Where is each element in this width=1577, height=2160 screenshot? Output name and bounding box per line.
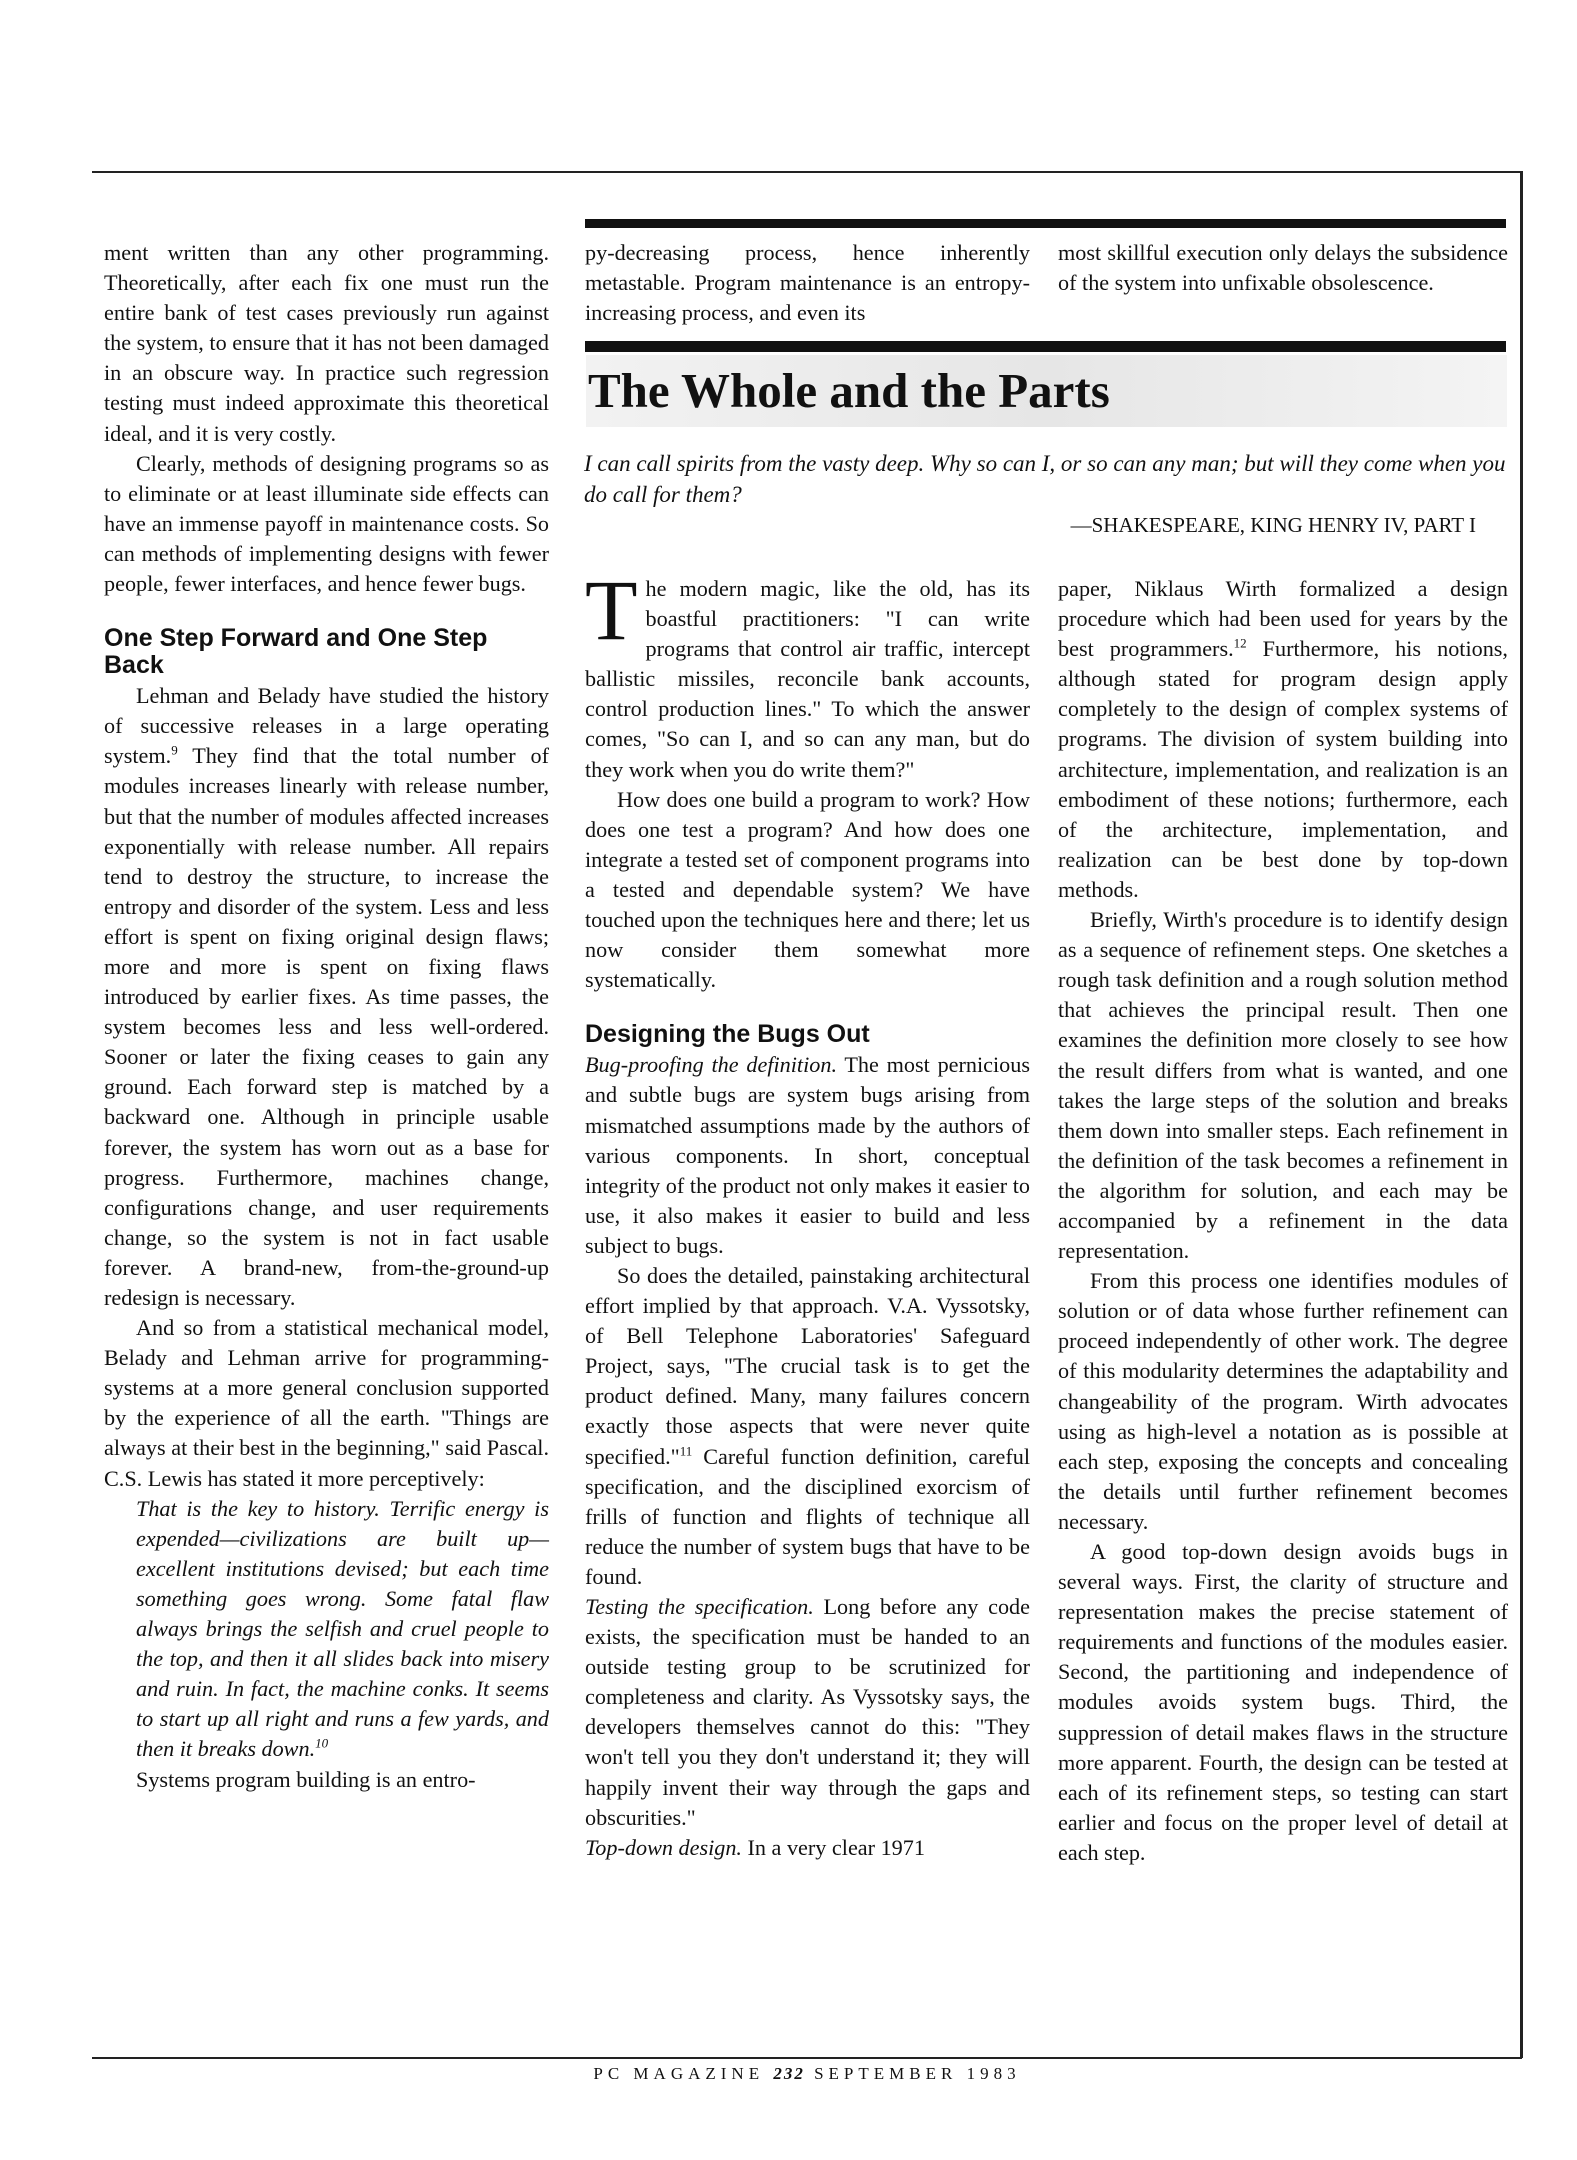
footnote-ref: 11 bbox=[679, 1443, 693, 1459]
bottom-border-rule bbox=[92, 2057, 1522, 2059]
paragraph: ment written than any other programming. Theoretically, after each fix one must run the entire bank of test cases previously run against the system, to ensure that it has not been damaged in an obscure way. In practice such regression testing must indeed approximate this theoretical ideal, and it is very costly. bbox=[104, 240, 549, 446]
run-in-heading: Testing the specification. bbox=[585, 1594, 814, 1619]
paragraph: Systems program building is an entro- bbox=[136, 1766, 476, 1792]
publication-name: PC MAGAZINE bbox=[593, 2064, 765, 2083]
paragraph: How does one build a program to work? How does one test a program? And how does one integrate a tested set of component programs into a tested and dependable system? We have touched upon the techniques here and there; let us now consider them somewhat more systematically. bbox=[585, 786, 1030, 993]
run-in-heading: Bug-proofing the definition. bbox=[585, 1052, 837, 1078]
run-in-heading: Top-down design. bbox=[585, 1834, 742, 1860]
paragraph: most skillful execution only delays the subsidence of the system into unfixable obsolescence. bbox=[1058, 240, 1508, 296]
footnote-ref: 10 bbox=[315, 1736, 329, 1752]
top-border-rule bbox=[92, 171, 1522, 173]
middle-column bbox=[585, 562, 1031, 1863]
subheading-one-step-forward: One Step Forward and One Step Back bbox=[104, 624, 488, 680]
block-quote-cs-lewis: That is the key to history. Terrific energy is expended—civilizations are built up—excellent institutions devised; but each time something goes wrong. Some fatal flaw always brings the selfish and cruel people to the top, and then it all slides back into misery and ruin. In fact, the machine conks. It seems to start up all right and runs a few yards, and then it breaks down.$^{10}$ bbox=[136, 1495, 549, 1762]
paragraph: Bug-proofing the definition. The most pernicious and subtle bugs are system bugs arising from mismatched assumptions made by the authors of various components. In short, conceptual integrity of the product not only makes it easier to use, it also makes it easier to build and less subject to bugs. bbox=[585, 1052, 1031, 1258]
page-number: 232 bbox=[773, 2064, 805, 2083]
paragraph: Briefly, Wirth's procedure is to identify design as a sequence of refinement steps. One sketches a rough task definition and a rough solution method that achieves the principal result. Then one examines the definition more closely to see how the result differs from what is wanted, and one takes the large steps of the solution and breaks them down into smaller steps. Each refinement in the definition of the task becomes a refinement in the algorithm for solution, and each may be accompanied by a refinement in the data representation. bbox=[1058, 907, 1508, 1264]
paragraph: paper, Niklaus Wirth formalized a design procedure which had been used for years by the best programmers.$^{12}$ Furthermore, his notions, although stated for program design apply completely to the design of complex systems of programs. The division of system building into architecture, implementation, and realization is an embodiment of these notions; furthermore, each of the architecture, implementation, and realization can be best done by top-down methods. bbox=[1058, 576, 1508, 902]
paragraph: From this process one identifies modules of solution or of data whose further refinement can proceed independently of other work. The degree of this modularity determines the adaptability and changeability of the program. Wirth advocates using as high-level a notation as is possible at each step, exposing the concepts and concealing the details until further refinement becomes necessary. bbox=[1058, 1268, 1508, 1534]
issue-date: SEPTEMBER 1983 bbox=[814, 2064, 1021, 2083]
epigraph: I can call spirits from the vasty deep. Why so can I, or so can any man; but will they come when you do call for them? bbox=[584, 451, 1506, 507]
paragraph: The modern magic, like the old, has its boastful practitioners: "I can write programs that control air traffic, intercept ballistic missiles, reconcile bank accounts, control production lines." To which the answer comes, "So can I, and so can any man, but do they work when you do write them?" bbox=[585, 562, 1030, 782]
paragraph: Clearly, methods of designing programs so as to eliminate or at least illuminate side effects can have an immense payoff in maintenance costs. So can methods of implementing designs with fewer people, fewer interfaces, and hence fewer bugs. bbox=[104, 450, 549, 597]
paragraph: Top-down design. In a very clear 1971 bbox=[585, 1834, 925, 1860]
heavy-rule-lower bbox=[585, 341, 1506, 352]
section-title: The Whole and the Parts bbox=[586, 355, 1507, 427]
epigraph-attribution: —SHAKESPEARE, KING HENRY IV, PART I bbox=[1070, 513, 1476, 537]
right-border-rule bbox=[1520, 171, 1523, 2058]
right-column-top bbox=[1058, 238, 1508, 298]
subheading-designing-bugs-out: Designing the Bugs Out bbox=[585, 1020, 870, 1049]
paragraph: Lehman and Belady have studied the history of successive releases in a large operating system.$^9$ They find that the total number of modules increases linearly with release number, but that the number of modules affected increases exponentially with release number. All repairs tend to destroy the structure, to increase the entropy and disorder of the system. Less and less effort is spent on fixing original design flaws; more and more is spent on fixing flaws introduced by earlier fixes. As time passes, the system becomes less and less well-ordered. Sooner or later the fixing ceases to gain any ground. Each forward step is matched by a backward one. Although in principle usable forever, the system has worn out as a base for progress. Furthermore, machines change, configurations change, and user requirements change, so the system is not in fact usable forever. A brand-new, from-the-ground-up redesign is necessary. bbox=[104, 683, 549, 1310]
right-column bbox=[1058, 574, 1508, 1868]
paragraph: So does the detailed, painstaking architectural effort implied by that approach. V.A. Vyssotsky, of Bell Telephone Laboratories' Safeguard Project, says, "The crucial task is to get the product defined. Many, many failures concern exactly those aspects that were never quite specified."$^{11}$ Careful function definition, careful specification, and the disciplined exorcism of frills of function and flights of technique all reduce the number of system bugs that have to be found. bbox=[585, 1262, 1030, 1589]
paragraph: A good top-down design avoids bugs in several ways. First, the clarity of structure and representation makes the precise statement of requirements and functions of the modules easier. Second, the partitioning and independence of modules avoids system bugs. Third, the suppression of detail makes flaws in the structure more apparent. Fourth, the design can be tested at each of its refinement steps, so testing can start earlier and focus on the proper level of detail at each step. bbox=[1058, 1539, 1508, 1865]
left-column bbox=[104, 238, 549, 1795]
middle-column-top bbox=[585, 238, 1030, 328]
heavy-rule-upper bbox=[585, 219, 1506, 228]
paragraph: Testing the specification. Long before any code exists, the specification must be handed to an outside testing group to be scrutinized for completeness and clarity. As Vyssotsky says, the developers themselves cannot do this: "They won't tell you they don't understand it; they will happily invent their way through the gaps and obscurities." bbox=[585, 1594, 1030, 1830]
footnote-ref: 12 bbox=[1233, 635, 1247, 651]
paragraph: py-decreasing process, hence inherently metastable. Program maintenance is an entropy-increasing process, and even its bbox=[585, 240, 1030, 326]
paragraph: And so from a statistical mechanical model, Belady and Lehman arrive for programming-systems at a more general conclusion supported by the experience of all the earth. "Things are always at their best in the beginning," said Pascal. C.S. Lewis has stated it more perceptively: bbox=[104, 1315, 549, 1491]
page-footer bbox=[92, 2062, 1522, 2086]
drop-cap: T bbox=[585, 562, 638, 658]
footnote-ref: 9 bbox=[171, 742, 178, 758]
